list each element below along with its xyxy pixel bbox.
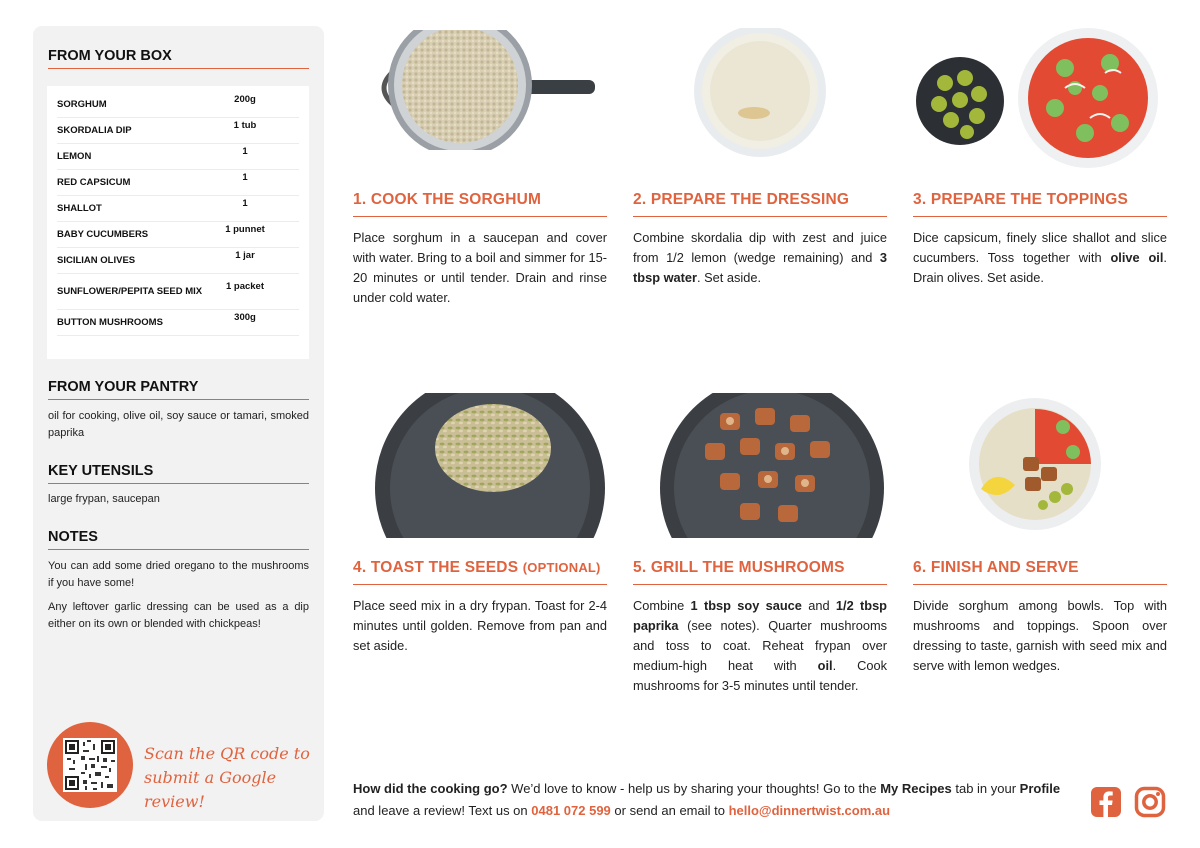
text-segment: Dice capsicum, finely slice shallot and slice cucumbers. Toss together with <box>913 230 1167 265</box>
bold-ingredient: oil <box>817 658 833 673</box>
note-2: Any leftover garlic dressing can be used as a dip either on its own or blended with chickpeas! <box>48 601 309 630</box>
step-title: 1. COOK THE SORGHUM <box>353 191 542 208</box>
footer-text: or send an email to <box>610 803 729 818</box>
footer-text: and leave a review! Text us on <box>353 803 532 818</box>
ingredient-quantity: 1 packet <box>225 281 265 292</box>
qr-caption-line-2: submit a Google review! <box>144 768 277 811</box>
ingredient-quantity: 1 tub <box>233 120 257 131</box>
text-segment: and <box>801 598 836 613</box>
step-1-heading <box>353 191 607 217</box>
step-4-heading <box>353 559 607 585</box>
step-title: 2. PREPARE THE DRESSING <box>633 191 850 208</box>
ingredient-row <box>57 248 299 274</box>
instagram-icon[interactable] <box>1134 786 1166 818</box>
ingredient-quantity: 200g <box>234 94 256 105</box>
qr-caption-line-1: Scan the QR code to <box>144 744 310 763</box>
pantry-heading: FROM YOUR PANTRY <box>48 379 309 400</box>
mushrooms-in-frypan-image <box>660 393 890 538</box>
ingredient-row <box>57 222 299 248</box>
ingredient-name: SHALLOT <box>57 203 102 214</box>
footer-text: tab in your <box>951 781 1020 796</box>
ingredient-row <box>57 144 299 170</box>
ingredients-table <box>47 86 309 359</box>
footer-text: How did the cooking go? <box>353 781 508 796</box>
review-footer <box>353 778 1073 822</box>
step-1-text <box>353 228 607 308</box>
facebook-icon[interactable] <box>1090 786 1122 818</box>
ingredient-quantity: 1 <box>242 172 248 183</box>
footer-text: Profile <box>1019 781 1061 796</box>
dressing-bowl-image <box>690 28 830 158</box>
step-2-text <box>633 228 887 288</box>
step-5-text <box>633 596 887 696</box>
step-3-text <box>913 228 1167 288</box>
text-segment: . Cook mushrooms for 3-5 minutes until tender. <box>633 658 887 693</box>
step-title-suffix: (OPTIONAL) <box>522 560 601 575</box>
text-segment: Combine skordalia dip with zest and juice from 1/2 lemon (wedge remaining) and <box>633 230 887 265</box>
text-segment: Divide sorghum among bowls. Top with mushrooms and toppings. Spoon over dressing to taste, garnish with seed mix and serve with lemon wedges. <box>913 598 1167 673</box>
sidebar <box>33 26 324 821</box>
note-1: You can add some dried oregano to the mushrooms if you have some! <box>48 560 309 589</box>
olives-and-salad-image <box>915 28 1160 168</box>
utensils-heading: KEY UTENSILS <box>48 463 309 484</box>
ingredient-row <box>57 92 299 118</box>
ingredient-name: SUNFLOWER/PEPITA SEED MIX <box>57 286 203 297</box>
qr-code[interactable] <box>63 738 117 792</box>
qr-code-icon <box>63 738 117 792</box>
ingredient-quantity: 1 jar <box>235 250 255 261</box>
ingredient-name: LEMON <box>57 151 92 162</box>
finished-bowl-image <box>963 397 1108 532</box>
bold-ingredient: olive oil <box>1110 250 1164 265</box>
step-2-heading <box>633 191 887 217</box>
step-title: 4. TOAST THE SEEDS <box>353 559 519 576</box>
phone-link[interactable]: 0481 072 599 <box>531 803 611 818</box>
pantry-text: oil for cooking, olive oil, soy sauce or tamari, smoked paprika <box>48 410 309 439</box>
ingredient-quantity: 1 <box>242 198 248 209</box>
bold-ingredient: 3 tbsp water <box>633 250 887 285</box>
footer-text: My Recipes <box>880 781 952 796</box>
ingredient-name: SKORDALIA DIP <box>57 125 132 136</box>
step-title: 5. GRILL THE MUSHROOMS <box>633 559 845 576</box>
text-segment: Combine <box>633 598 691 613</box>
ingredient-name: SICILIAN OLIVES <box>57 255 136 266</box>
text-segment: . Set aside. <box>697 270 762 285</box>
ingredient-quantity: 1 <box>242 146 248 157</box>
bold-ingredient: 1/2 tbsp paprika <box>633 598 887 633</box>
text-segment: Place seed mix in a dry frypan. Toast for 2-4 minutes until golden. Remove from pan and set aside. <box>353 598 607 653</box>
seeds-in-frypan-image <box>375 393 605 538</box>
bold-ingredient: 1 tbsp soy sauce <box>690 598 802 613</box>
step-title: 3. PREPARE THE TOPPINGS <box>913 191 1129 208</box>
step-6-text <box>913 596 1167 676</box>
qr-code-badge[interactable] <box>47 722 133 808</box>
ingredient-name: BUTTON MUSHROOMS <box>57 317 163 328</box>
step-4-text <box>353 596 607 656</box>
utensils-text: large frypan, saucepan <box>48 493 160 505</box>
step-title: 6. FINISH AND SERVE <box>913 559 1079 576</box>
step-5-heading <box>633 559 887 585</box>
sorghum-in-sieve-image <box>360 30 595 150</box>
qr-caption <box>144 742 314 814</box>
email-link[interactable]: hello@dinnertwist.com.au <box>728 803 891 818</box>
ingredient-name: BABY CUCUMBERS <box>57 229 149 240</box>
footer-text: We’d love to know - help us by sharing your thoughts! Go to the <box>507 781 881 796</box>
ingredient-name: SORGHUM <box>57 99 107 110</box>
ingredient-row <box>57 170 299 196</box>
ingredient-row <box>57 310 299 336</box>
text-segment: . Drain olives. Set aside. <box>913 250 1167 285</box>
notes-heading: NOTES <box>48 529 309 550</box>
ingredient-quantity: 1 punnet <box>225 224 265 235</box>
step-3-heading <box>913 191 1167 217</box>
ingredient-row <box>57 196 299 222</box>
text-segment: Place sorghum in a saucepan and cover with water. Bring to a boil and simmer for 15-20 minutes or until tender. Drain and rinse under cold water. <box>353 230 607 305</box>
from-box-heading: FROM YOUR BOX <box>48 48 309 69</box>
step-6-heading <box>913 559 1167 585</box>
ingredient-row <box>57 118 299 144</box>
ingredient-quantity: 300g <box>234 312 256 323</box>
ingredient-name: RED CAPSICUM <box>57 177 131 188</box>
text-segment: (see notes). Quarter mushrooms and toss to coat. Reheat frypan over medium-high heat with <box>633 618 887 673</box>
ingredient-row <box>57 274 299 310</box>
